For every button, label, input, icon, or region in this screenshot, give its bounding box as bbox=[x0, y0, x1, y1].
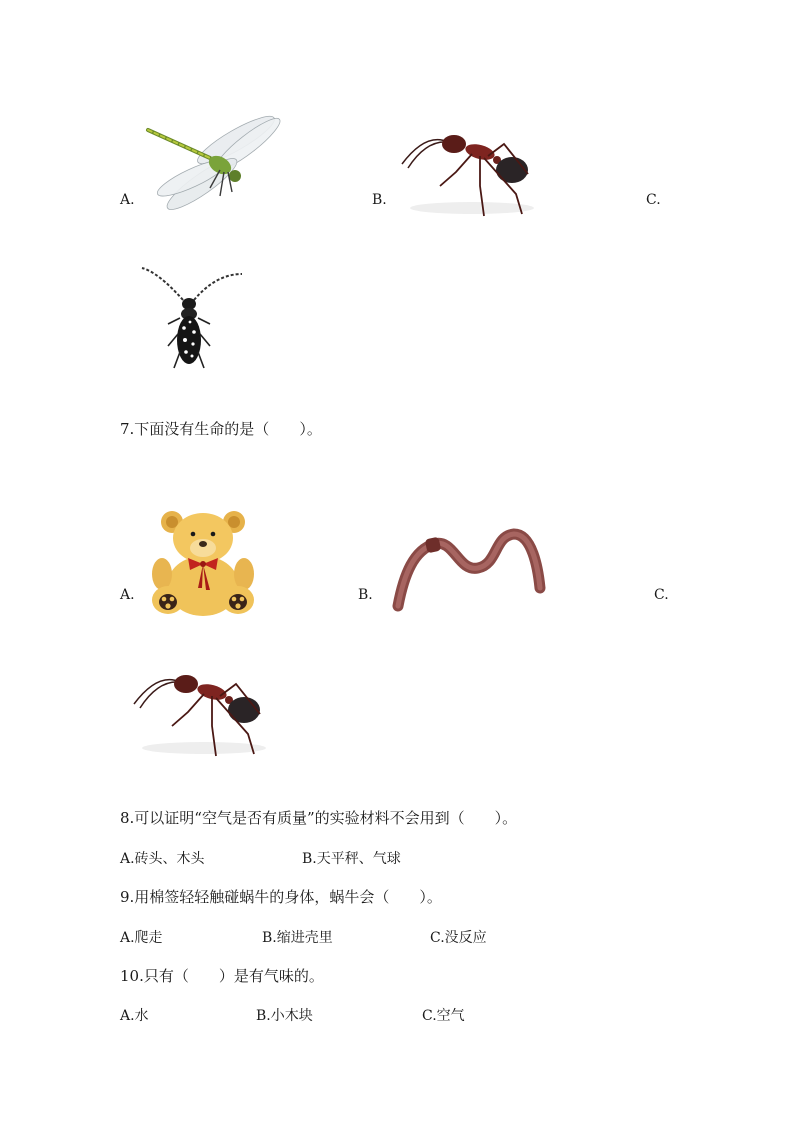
option-a: A.砖头、木头 bbox=[120, 851, 205, 867]
longhorn-beetle-image bbox=[138, 262, 246, 374]
teddy-bear-image bbox=[148, 508, 258, 620]
ant-image bbox=[396, 124, 548, 220]
question-9-text: 9.用棉签轻轻触碰蜗牛的身体，蜗牛会（ ）。 bbox=[120, 888, 442, 906]
option-b: B.小木块 bbox=[256, 1008, 313, 1024]
option-c-label: C. bbox=[646, 192, 661, 208]
option-b-label: B. bbox=[358, 587, 373, 603]
option-b: B.缩进壳里 bbox=[262, 930, 333, 946]
option-c: C.没反应 bbox=[430, 930, 487, 946]
option-a: A.水 bbox=[120, 1008, 149, 1024]
option-a: A.爬走 bbox=[120, 930, 163, 946]
question-10-text: 10.只有（ ）是有气味的。 bbox=[120, 967, 324, 985]
dragonfly-image bbox=[140, 108, 282, 223]
question-7-text: 7.下面没有生命的是（ ）。 bbox=[120, 420, 322, 438]
option-a-label: A. bbox=[120, 587, 135, 603]
ant-image bbox=[128, 664, 280, 760]
option-a-label: A. bbox=[120, 192, 135, 208]
option-c-label: C. bbox=[654, 587, 669, 603]
option-b: B.天平秤、气球 bbox=[302, 851, 401, 867]
earthworm-image bbox=[390, 528, 546, 612]
option-b-label: B. bbox=[372, 192, 387, 208]
question-8-text: 8.可以证明“空气是否有质量”的实验材料不会用到（ ）。 bbox=[120, 809, 518, 827]
option-c: C.空气 bbox=[422, 1008, 465, 1024]
